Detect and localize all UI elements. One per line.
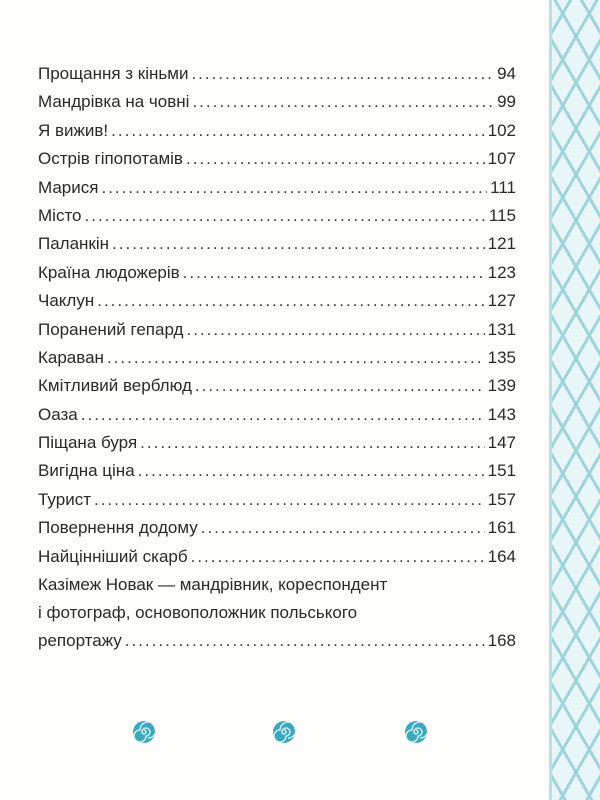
table-of-contents xyxy=(38,60,516,655)
toc-entry-title: Місто xyxy=(38,205,82,225)
dot-leader xyxy=(186,316,484,344)
toc-entry xyxy=(38,429,516,457)
toc-entry-title: репортажу xyxy=(38,631,122,651)
toc-entry-title: Повернення додому xyxy=(38,518,198,538)
toc-entry xyxy=(38,230,516,258)
toc-entry-line: і фотограф, основоположник польського xyxy=(38,603,358,623)
dot-leader xyxy=(101,174,487,202)
dot-leader xyxy=(85,202,486,230)
ornament-row xyxy=(0,720,560,750)
dot-leader xyxy=(97,287,484,315)
dot-leader xyxy=(191,543,485,571)
toc-page-number: 102 xyxy=(487,120,516,140)
dot-leader xyxy=(195,372,485,400)
spiral-icon xyxy=(404,720,428,744)
dot-leader xyxy=(111,117,484,145)
toc-entry-line: Казімеж Новак — мандрівник, кореспондент xyxy=(38,575,388,595)
toc-entry xyxy=(38,543,516,571)
toc-page-number: 123 xyxy=(487,262,516,282)
toc-page-number: 121 xyxy=(487,234,516,254)
toc-entry xyxy=(38,372,516,400)
toc-entry-multiline xyxy=(38,571,516,655)
toc-page-number: 151 xyxy=(487,461,516,481)
toc-entry-title: Оаза xyxy=(38,404,78,424)
toc-page-number: 143 xyxy=(487,404,516,424)
toc-entry xyxy=(38,287,516,315)
dot-leader xyxy=(94,486,485,514)
decorative-border xyxy=(549,0,600,800)
toc-entry xyxy=(38,259,516,287)
toc-entry-title: Чаклун xyxy=(38,291,95,311)
toc-entry xyxy=(38,344,516,372)
dot-leader xyxy=(138,457,485,485)
toc-entry-title: Караван xyxy=(38,347,104,367)
toc-entry-title: Турист xyxy=(38,489,91,509)
toc-entry xyxy=(38,117,516,145)
dot-leader xyxy=(81,401,485,429)
toc-entry-title: Поранений гепард xyxy=(38,319,184,339)
toc-entry xyxy=(38,174,516,202)
toc-entry-title: Піщана буря xyxy=(38,433,138,453)
toc-entry xyxy=(38,514,516,542)
dot-leader xyxy=(183,259,485,287)
toc-entry xyxy=(38,88,516,116)
toc-entry-title: Прощання з кіньми xyxy=(38,64,189,83)
toc-entry-title: Країна людожерів xyxy=(38,262,180,282)
toc-entry xyxy=(38,202,516,230)
toc-entry xyxy=(38,60,516,88)
toc-page-number: 111 xyxy=(490,177,516,197)
toc-entry-last-line xyxy=(38,627,516,655)
toc-entry xyxy=(38,145,516,173)
toc-page-number: 127 xyxy=(487,291,516,311)
dot-leader xyxy=(140,429,484,457)
toc-entry-title: Мандрівка на човні xyxy=(38,92,190,112)
dot-leader xyxy=(191,60,494,88)
dot-leader xyxy=(186,145,485,173)
spiral-icon xyxy=(272,720,296,744)
dot-leader xyxy=(201,514,485,542)
spiral-icon xyxy=(132,720,156,744)
toc-page-number: 157 xyxy=(487,489,516,509)
toc-list xyxy=(38,60,516,571)
toc-page-number: 139 xyxy=(487,376,516,396)
toc-page-number: 131 xyxy=(487,319,516,339)
toc-page-number: 135 xyxy=(487,347,516,367)
dot-leader xyxy=(125,627,485,655)
toc-entry xyxy=(38,316,516,344)
toc-page-number: 168 xyxy=(487,631,516,651)
toc-entry-title: Вигідна ціна xyxy=(38,461,135,481)
dot-leader xyxy=(112,230,485,258)
toc-entry-title: Я вижив! xyxy=(38,120,109,140)
toc-entry-title: Марися xyxy=(38,177,99,197)
toc-entry-title: Найцінніший скарб xyxy=(38,546,188,566)
toc-page-number: 107 xyxy=(487,149,516,169)
toc-page-number: 99 xyxy=(497,92,516,112)
toc-entry xyxy=(38,486,516,514)
dot-leader xyxy=(107,344,485,372)
toc-entry xyxy=(38,401,516,429)
toc-page-number: 94 xyxy=(497,64,516,83)
toc-page-number: 147 xyxy=(487,433,516,453)
dot-leader xyxy=(192,88,494,116)
toc-entry-title: Острів гіпопотамів xyxy=(38,149,183,169)
toc-page-number: 115 xyxy=(488,205,516,225)
toc-entry xyxy=(38,457,516,485)
toc-page-number: 164 xyxy=(487,546,516,566)
toc-entry-title: Паланкін xyxy=(38,234,110,254)
toc-page-number: 161 xyxy=(487,518,516,538)
toc-entry-title: Кмітливий верблюд xyxy=(38,376,192,396)
